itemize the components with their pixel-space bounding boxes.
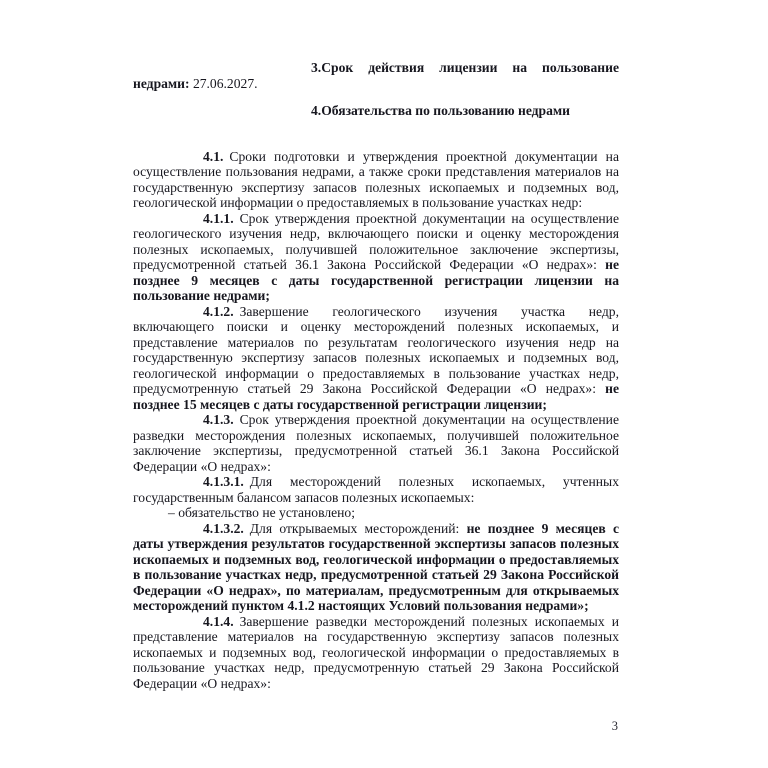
clause-text-segment: Сроки подготовки и утверждения проектной документации на осуществление пользования недрами, а также сроки представления материалов на государственную экспертизу запасов полезных ископаемых и подземных вод, геологической информации о предоставляемых в пользование участках недр: [133,148,619,210]
clause-text-segment: Срок утверждения проектной документации на осуществление геологического изучения недр, включающего поиски и оценку месторождения полезных ископаемых, получившей положительное заключение экспертизы, предусмотренной статьей 36.1 Закона Российской Федерации «О недрах»: [133,210,619,272]
clause-4-1-4 [133,614,619,692]
clause-4-1-3-1-dash-item [133,505,619,521]
clause-text-segment: не позднее 9 месяцев с даты государственной регистрации лицензии на пользование недрами; [133,257,619,303]
clause-text-segment: Срок утверждения проектной документации на осуществление разведки месторождения полезных ископаемых, получившей положительное заключение экспертизы, предусмотренной статьей 36.1 Закона Российской Федерации «О недрах»: [133,412,619,474]
clause-text-segment: – обязательство не установлено; [168,505,355,520]
clause-number: 4.1. [203,148,224,164]
clause-number: 4.1.1. [203,210,234,226]
clause-4 [133,103,619,119]
clause-4-1-3-1 [133,474,619,505]
clause-4-1 [133,149,619,211]
clause-4-1-1 [133,211,619,304]
clause-text-segment: Обязательства по пользованию недрами [321,103,571,118]
clause-4-1-2 [133,304,619,413]
clause-number: 4.1.3. [203,412,234,427]
clause-4-1-3-2 [133,521,619,614]
clause-3 [133,60,619,91]
clause-text-segment: Завершение геологического изучения участка недр, включающего поиски и оценку месторождений полезных ископаемых, и представление материалов по результатам геологического изучения недр на государственную экспертизу запасов полезных ископаемых и подземных вод, геологической информации о предоставляемых в пользование участках недр, предусмотренную статьей 29 Закона Российской Федерации «О недрах»: [133,303,619,396]
clause-text-segment: Для открываемых месторождений: [249,520,467,536]
clause-text-segment: не позднее 15 месяцев с даты государственной регистрации лицензии; [133,381,619,412]
clause-text-segment: 27.06.2027. [192,75,258,91]
clause-text-segment: Срок действия лицензии на пользование недрами: [133,60,619,91]
clause-text-segment: Для месторождений полезных ископаемых, учтенных государственным балансом запасов полезных ископаемых: [133,474,619,505]
clause-number: 4.1.3.1. [203,474,244,489]
clause-number: 4.1.2. [203,303,234,319]
document-text-block [133,60,619,691]
page-number: 3 [611,719,618,733]
clause-number: 3. [311,60,322,75]
clause-number: 4.1.3.2. [203,520,244,536]
clause-number: 4.1.4. [203,613,234,629]
clause-text-segment: Завершение разведки месторождений полезных ископаемых и представление материалов на государственную экспертизу запасов полезных ископаемых и подземных вод, геологической информации о предоставляемых в пользование участках недр, предусмотренную статьей 29 Закона Российской Федерации «О недрах»: [133,613,619,691]
clause-4-1-3 [133,412,619,474]
clause-number: 4. [311,103,322,118]
clause-text-segment: не позднее 9 месяцев с даты утверждения результатов государственной экспертизы запасов полезных ископаемых и подземных вод, геологической информации о предоставляемых в пользование участках недр, предусмотренной статьей 29 Закона Российской Федерации «О недрах», по материалам, предусмотренным для открываемых месторождений пунктом 4.1.2 настоящих Условий пользования недрами»; [133,520,619,613]
